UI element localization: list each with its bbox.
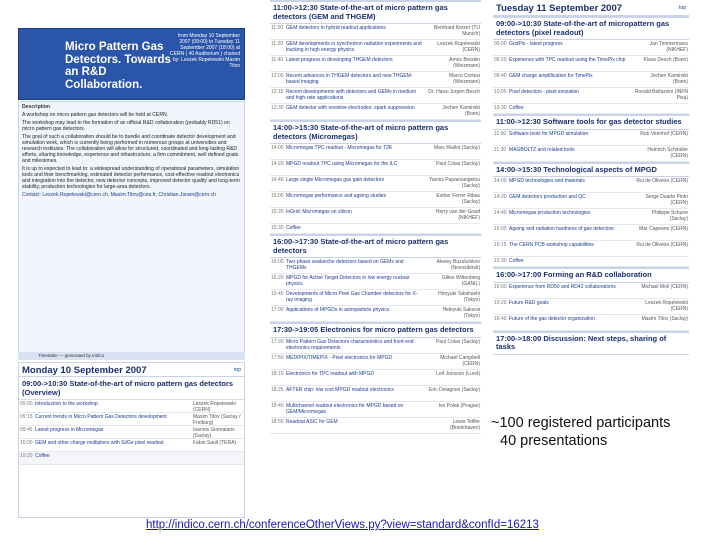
contribution-row: [493, 299, 689, 315]
break-row: [19, 452, 244, 465]
contribution-speaker: Rui de Oliveira (CERN): [636, 242, 688, 248]
contribution-title[interactable]: MAGBOLTZ and related tools: [509, 146, 575, 153]
day-header: [493, 0, 689, 16]
contribution-row: [19, 413, 244, 426]
contribution-title[interactable]: Current trends in Micro Pattern Gas Detectors development: [35, 414, 167, 420]
contribution-row: [270, 160, 481, 176]
contribution-speaker: Lewis Tellfer (Brookhaven): [449, 418, 480, 431]
session-title[interactable]: 16:00->17:30 State-of-the-art of micro pattern gas detectors: [270, 234, 481, 258]
day-header: [19, 363, 244, 377]
contribution-title[interactable]: Experience from RD50 and RD42 collaborations: [509, 283, 616, 290]
contribution-speaker: Mar Capeans (CERN): [639, 226, 688, 232]
contribution-speaker: Paul Colas (Saclay): [436, 338, 480, 345]
contribution-row: [270, 192, 481, 208]
day-title: Tuesday 11 September 2007: [496, 3, 623, 14]
session-title[interactable]: 11:00->12:30 Software tools for gas detector studies: [493, 114, 689, 130]
contribution-time: 10:30: [494, 105, 507, 111]
contribution-time: 09:40: [494, 73, 507, 79]
contribution-title[interactable]: MEDIPIX/TIMEPIX - Pixel electronics for MPGD: [286, 354, 393, 361]
contribution-row: [270, 72, 481, 88]
contribution-row: [270, 402, 481, 418]
contribution-title[interactable]: Multichannel readout electronics for MPGD based on GEM/Micromegas: [286, 402, 404, 415]
contribution-time: 14:00: [271, 145, 284, 151]
contribution-row: [270, 144, 481, 160]
contribution-title: Coffee: [286, 225, 301, 231]
contribution-title[interactable]: InGrid: Micromegas on silicon: [286, 209, 352, 215]
contribution-time: 11:00: [494, 130, 507, 137]
contribution-time: 09:15: [20, 414, 33, 420]
contribution-title[interactable]: GEM detectors in hybrid readout applications: [286, 25, 386, 31]
contribution-time: 16:20: [494, 299, 507, 306]
contribution-title[interactable]: GEM developments in synchrotron radiation experiments and tracking in high energy physics: [286, 41, 422, 53]
break-row: [270, 224, 481, 234]
workshop-title: Micro Pattern Gas Detectors. Towards an R&D Collaboration.: [65, 41, 171, 91]
contribution-time: 14:20: [494, 194, 507, 200]
session-title[interactable]: 16:00->17:00 Forming an R&D collaboration: [493, 267, 689, 283]
contribution-time: 18:25: [271, 386, 284, 393]
contribution-row: [19, 400, 244, 413]
contribution-speaker: Gilles Wittenberg (GANIL): [441, 275, 480, 287]
contribution-time: 09:20: [494, 57, 507, 63]
session-title[interactable]: 09:00->10:30 State-of-the-art of micropattern gas detectors (pixel readout): [493, 16, 689, 40]
contribution-title[interactable]: GEM detector with resistive electrodes: spark suppression: [286, 105, 415, 111]
contribution-row: [493, 315, 689, 331]
contribution-time: 15:15: [494, 242, 507, 248]
contribution-time: 09:00: [20, 401, 33, 407]
contribution-row: [270, 418, 481, 434]
indico-url-link[interactable]: http://indico.cern.ch/conferenceOtherViews.py?view=standard&confId=16213: [146, 519, 539, 531]
contribution-speaker: Amos Breskin (Weizmann): [449, 57, 480, 69]
contribution-speaker: Alexey Buzulutskov (Novosibirsk): [436, 259, 480, 271]
contribution-title[interactable]: MPGD for Active Target Detectors in low energy nuclear physics: [286, 275, 410, 287]
contribution-row: [270, 104, 481, 120]
contribution-row: [493, 209, 689, 225]
contribution-time: 10:20: [20, 453, 33, 459]
contribution-row: [270, 370, 481, 386]
contribution-title[interactable]: Micromegas TPC readout - Micromegas for T2K: [286, 145, 393, 151]
contribution-time: 16:40: [271, 291, 284, 297]
contribution-title[interactable]: Future of the gas detector organization: [509, 315, 595, 322]
contribution-speaker: Leszek Ropelewski (CERN): [193, 401, 236, 413]
contribution-row: [493, 241, 689, 257]
contribution-row: [19, 426, 244, 439]
workshop-banner: [18, 28, 245, 100]
contribution-time: 09:45: [20, 427, 33, 433]
contribution-speaker: Leif Jonsson (Lund): [436, 370, 480, 377]
sessions-list: [493, 16, 689, 355]
contribution-time: 15:30: [494, 258, 507, 264]
contribution-speaker: Serge Duarte Pinto (CERN): [645, 194, 688, 206]
contribution-row: [270, 40, 481, 56]
contribution-speaker: Paul Colas (Saclay): [436, 161, 480, 167]
monday-timetable-screenshot: [270, 0, 481, 522]
contribution-speaker: Klaus Desch (Bonn): [643, 57, 688, 63]
contribution-speaker: Fabio Sauli (TERA): [193, 440, 237, 446]
contribution-title[interactable]: Electronics for TPC readout with MPGD: [286, 370, 374, 377]
contribution-row: [270, 56, 481, 72]
contribution-speaker: Jan Timmermans (NIKHEF): [649, 41, 688, 53]
contribution-title[interactable]: Latest progress in developing THGEM detectors: [286, 57, 393, 63]
contribution-row: [493, 193, 689, 209]
contribution-time: 16:20: [271, 275, 284, 281]
workshop-description: [18, 101, 245, 358]
contribution-speaker: Rob Veenhof (CERN): [640, 130, 688, 137]
contribution-title[interactable]: GEM and other charge multipliers with Si/Ge pixel readout: [35, 440, 164, 446]
contribution-speaker: Heinrich Schindler (CERN): [647, 146, 688, 159]
contribution-time: 14:20: [271, 161, 284, 167]
session-title[interactable]: 09:00->10:30 State-of-the-art of micro pattern gas detectors (Overview): [19, 377, 244, 400]
contribution-speaker: Rui de Oliveira (CERN): [636, 178, 688, 184]
contribution-time: 09:00: [494, 41, 507, 47]
contribution-time: 15:30: [271, 225, 284, 231]
contribution-time: 17:50: [271, 354, 284, 361]
contribution-speaker: Michael Campbell (CERN): [440, 354, 480, 367]
contribution-title[interactable]: AFTER chip: low cost MPGD readout electronics: [286, 386, 394, 393]
contribution-speaker: Michael Moll (CERN): [641, 283, 688, 290]
contribution-speaker: Maxim Titov (Saclay): [641, 315, 688, 322]
contribution-title[interactable]: GEM charge amplification for TimePix: [509, 73, 593, 79]
contribution-time: 15:20: [271, 209, 284, 215]
description-paragraph: The workshop may lead to the formation of an official R&D collaboration (probably RD51) on micro pattern gas detectors.: [22, 120, 230, 132]
contribution-title[interactable]: Micro Pattern Gas Detectors characteristics and front-end electronics requirements: [286, 338, 414, 351]
contribution-speaker: Jochen Kaminski (Bonn): [650, 73, 688, 85]
contribution-time: 11:00: [271, 25, 284, 31]
contribution-time: 17:30: [271, 338, 284, 345]
contribution-title[interactable]: Developments of Micro Pixel Gas Chamber detectors for X-ray imaging: [286, 291, 418, 303]
contribution-time: 16:00: [271, 259, 284, 265]
session-title[interactable]: 14:00->15:30 State-of-the-art of micro pattern gas detectors (Micromegas): [270, 120, 481, 144]
contribution-speaker: Jochen Kaminski (Bonn): [442, 105, 480, 117]
contribution-row: [270, 306, 481, 322]
contribution-title[interactable]: Future R&D goals: [509, 299, 549, 306]
contribution-title[interactable]: Introduction to the workshop: [35, 401, 98, 407]
contribution-title[interactable]: Ageing and radiation hardness of gas detectors: [509, 226, 614, 232]
contribution-time: 11:20: [271, 41, 284, 47]
contribution-time: 10:00: [20, 440, 33, 446]
contribution-time: 18:40: [271, 402, 284, 409]
contribution-title: Coffee: [509, 258, 524, 264]
contribution-title[interactable]: Latest progress in Micromegas: [35, 427, 104, 433]
contribution-speaker: Dr. Hans-Jurgen Besch: [428, 89, 480, 95]
contribution-time: 16:40: [494, 315, 507, 322]
session-rows: [19, 400, 244, 465]
contribution-time: 14:00: [494, 178, 507, 184]
contribution-row: [493, 88, 689, 104]
contact-info[interactable]: Contact: Leszek.Ropelewski@cern.ch, Maxim.Titov@cea.fr, Christian.Joram@cern.ch: [22, 192, 216, 198]
contribution-speaker: [192, 452, 244, 464]
contribution-time: 11:30: [494, 146, 507, 153]
contribution-title[interactable]: Large single Micromegas gas gain detectors: [286, 177, 385, 183]
contribution-time: 12:15: [271, 89, 284, 95]
session-title[interactable]: 11:00->12:30 State-of-the-art of micro pattern gas detectors (GEM and THGEM): [270, 0, 481, 24]
contribution-title[interactable]: Pixel detectors - pixel ionization: [509, 89, 580, 95]
contribution-row: [270, 354, 481, 370]
contribution-row: [493, 130, 689, 146]
contribution-row: [493, 225, 689, 241]
contribution-speaker: [425, 224, 481, 233]
overview-page-screenshot: [15, 0, 245, 522]
top-link[interactable]: top: [679, 5, 686, 11]
contribution-title: Coffee: [35, 453, 50, 459]
description-label: Description: [22, 104, 51, 110]
contribution-speaker: Leszek Ropelewski (CERN): [437, 41, 480, 53]
contribution-speaker: Eric Delagnes (Saclay): [429, 386, 480, 393]
contribution-title[interactable]: GridPix - latest progress: [509, 41, 563, 47]
contribution-time: 12:00: [271, 73, 284, 79]
session-title[interactable]: 17:00->18:00 Discussion: Next steps, sharing of tasks: [493, 331, 689, 355]
contribution-speaker: Hideyuki Sakurai (Tokyo): [442, 307, 480, 319]
contribution-time: 11:40: [271, 57, 284, 63]
contribution-speaker: Maxim Titov (Saclay / Freiburg): [193, 414, 241, 426]
contribution-title[interactable]: MPGD technologies and materials: [509, 178, 585, 184]
participants-count: ~100 registered participants: [491, 415, 671, 431]
contribution-row: [19, 439, 244, 452]
day-title: Monday 10 September 2007: [22, 365, 147, 376]
contribution-time: 12:30: [271, 105, 284, 111]
contribution-row: [493, 146, 689, 162]
contribution-row: [493, 283, 689, 299]
contribution-row: [270, 258, 481, 274]
contribution-row: [270, 208, 481, 224]
contribution-speaker: Ioannis Giomataris (Saclay): [193, 427, 235, 439]
contribution-time: 14:40: [271, 177, 284, 183]
contribution-speaker: [633, 257, 689, 266]
contribution-title[interactable]: Recent developments with detectors and GEMs in medium and high-rate applications: [286, 89, 417, 101]
contribution-speaker: Ronald Bellazzini (INFN Pisa): [634, 89, 688, 101]
contribution-title[interactable]: The CERN PCB workshop capabilities: [509, 242, 594, 248]
contribution-row: [270, 24, 481, 40]
contribution-row: [270, 338, 481, 354]
contribution-row: [270, 386, 481, 402]
contribution-title[interactable]: Experience with TPC readout using the TimePix chip: [509, 57, 626, 63]
contribution-time: 15:00: [271, 193, 284, 199]
contribution-speaker: Marco Cortesi (Weizmann): [448, 73, 480, 85]
contribution-title[interactable]: Recent advances in THGEM detectors and new THGEM-based imaging: [286, 73, 413, 85]
contribution-title[interactable]: MPGD readout TPC using Micromegas for the ILC: [286, 161, 398, 167]
session-title[interactable]: 14:00->15:30 Technological aspects of MPGD: [493, 162, 689, 178]
top-link[interactable]: top: [234, 367, 241, 373]
contribution-row: [493, 56, 689, 72]
contribution-speaker: Hiroyuki Takahashi (Tokyo): [438, 291, 480, 303]
presentations-count: 40 presentations: [500, 433, 608, 449]
contribution-speaker: Harry van der Graaf (NIKHEF): [435, 209, 480, 221]
contribution-row: [270, 88, 481, 104]
contribution-speaker: Marc Riallot (Saclay): [433, 145, 480, 151]
contribution-row: [493, 177, 689, 193]
contribution-time: 14:40: [494, 210, 507, 216]
contribution-title: Coffee: [509, 105, 524, 111]
day1-timetable: [18, 362, 245, 518]
contribution-speaker: Philippe Schune (Saclay): [651, 210, 688, 222]
description-paragraph: The goal of such a collaboration should be to bundle and coordinate detector development and simulation work, which is currently being performed in numerous groups at universities and research institutes. The collaboration will allow for structured, coordinated and long-lasting R&D efforts, sharing knowledge, experience and infrastructure, a firm commitment, well defined goals and milestones.: [22, 134, 239, 164]
tuesday-timetable-screenshot: [493, 0, 689, 351]
contribution-title[interactable]: Two-phase avalanche detectors based on GEMs and THGEMs: [286, 259, 404, 271]
contribution-title[interactable]: Readout ASIC for GEM: [286, 418, 338, 425]
contribution-speaker: Leszek Ropelewski (CERN): [645, 299, 688, 312]
contribution-row: [270, 290, 481, 306]
contribution-title[interactable]: Software tools for MPGD simulation: [509, 130, 589, 137]
contribution-title[interactable]: GEM detectors production and QC: [509, 194, 586, 200]
contribution-row: [493, 40, 689, 56]
break-row: [493, 104, 689, 114]
workshop-dates-info: from Monday 10 September 2007 (09:00) to Tuesday 11 September 2007 (18:00) at CERN ( 40 Auditorium ) chaired by: Leszek Ropelewski Maxim Titov: [169, 33, 240, 69]
contribution-speaker: [633, 104, 689, 113]
contribution-time: 18:10: [271, 370, 284, 377]
contribution-time: 16:00: [494, 283, 507, 290]
indico-footer-bar: Timetable — generated by Indico: [18, 352, 245, 360]
contribution-row: [270, 274, 481, 290]
contribution-time: 15:00: [494, 226, 507, 232]
contribution-row: [270, 176, 481, 192]
contribution-speaker: Ivo Polak (Prague): [438, 402, 480, 409]
contribution-title[interactable]: Micromegas performance and ageing studies: [286, 193, 387, 199]
contribution-time: 17:00: [271, 307, 284, 313]
description-paragraph: A workshop on micro pattern gas detectors will be held at CERN.: [22, 112, 169, 118]
break-row: [493, 257, 689, 267]
contribution-time: 10:00: [494, 89, 507, 95]
contribution-speaker: Yannis Papaevangelou (Saclay): [428, 177, 480, 189]
contribution-speaker: Bernhard Ketzer (TU Munich): [433, 25, 480, 37]
contribution-speaker: Esther Ferrer Ribas (Saclay): [436, 193, 480, 205]
contribution-title[interactable]: Micromegas production technologies: [509, 210, 591, 216]
session-title[interactable]: 17:30->19:05 Electronics for micro pattern gas detectors: [270, 322, 481, 338]
contribution-time: 18:55: [271, 418, 284, 425]
contribution-title[interactable]: Applications of MPGDs in astroparticle physics: [286, 307, 390, 313]
contribution-row: [493, 72, 689, 88]
description-paragraph: It is up to expected to lead to: a widespread understanding of operational parameters, simulation tools and their benchmarking, estimated detector performance, cost-effective readout electronics and integration into the detector, new detector concepts, improved detector quality and long-term stability, production technologies for large-area detectors.: [22, 166, 240, 190]
participants-annotation: [491, 414, 670, 450]
